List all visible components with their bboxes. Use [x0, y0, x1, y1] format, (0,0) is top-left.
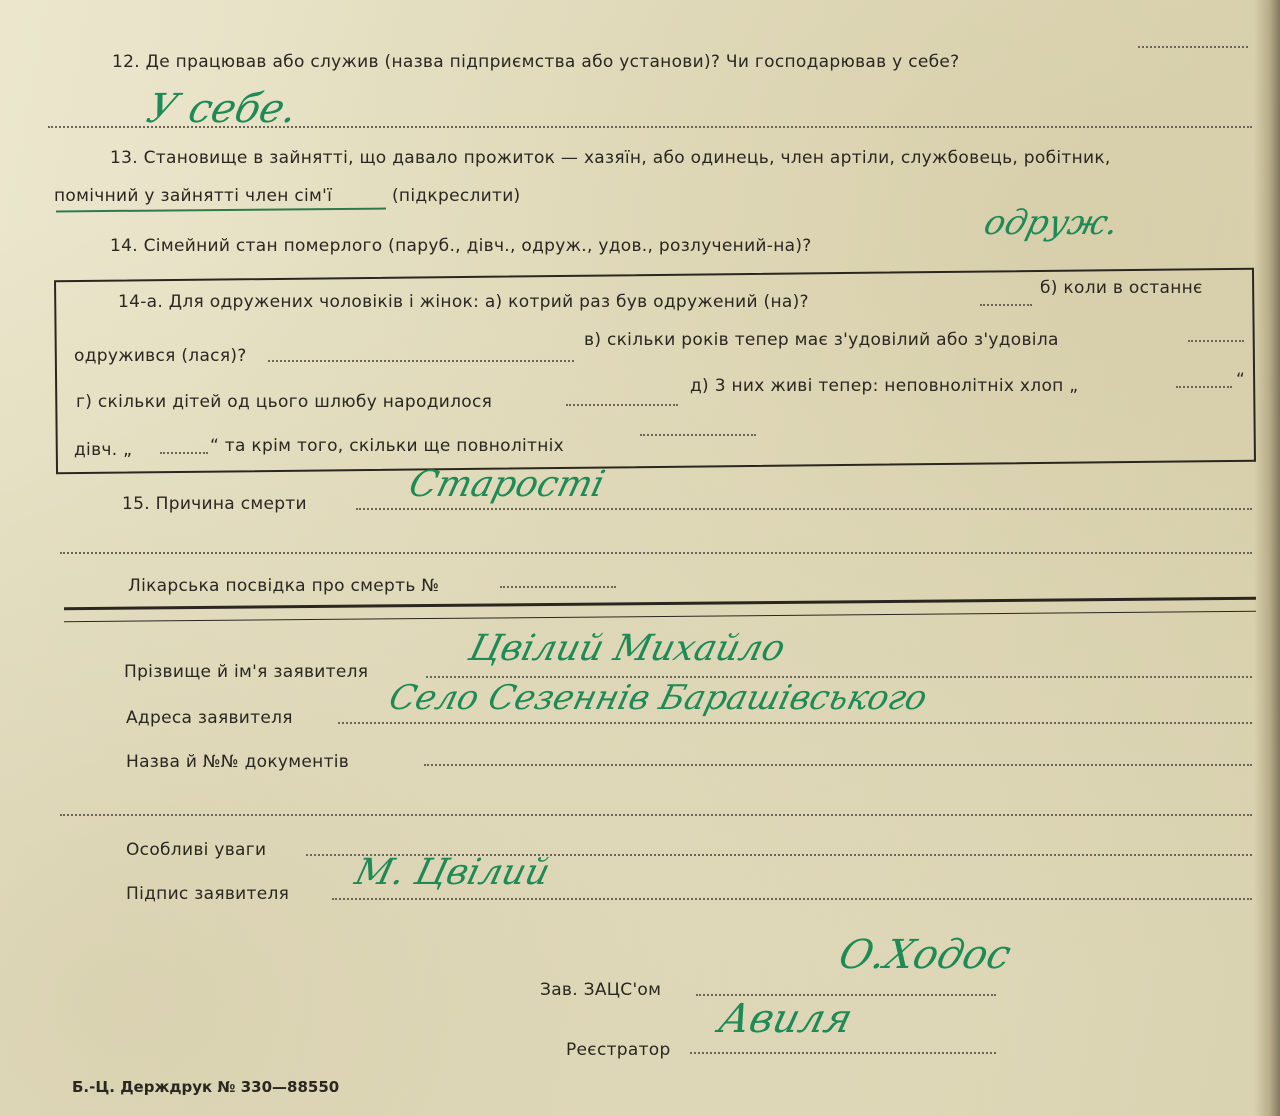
q14-label: 14. Сімейний стан померлого (паруб., дівч., одруж., удов., розлучений-на)?	[110, 236, 812, 256]
q14a-line3-b: д) 3 них живі тепер: неповнолітніх хлоп „	[690, 376, 1079, 396]
q14-handwritten-answer: одруж.	[980, 203, 1123, 243]
q12-dotted-line	[1138, 46, 1248, 48]
q14a-dots-g	[640, 434, 756, 436]
q13-label: 13. Становище в зайнятті, що давало прожиток — хазяїн, або одинець, член артіли, службовець, робітник,	[110, 148, 1111, 168]
applicant-name-handwritten: Цвілий Михайло	[464, 628, 790, 669]
printer-imprint: Б.-Ц. Держдрук № 330—88550	[72, 1078, 340, 1096]
q14a-dots-d	[566, 404, 678, 406]
q14a-dots-c	[1188, 340, 1244, 342]
applicant-address-handwritten: Село Сезеннів Барашівського	[385, 678, 932, 718]
q15-label: 15. Причина смерти	[122, 494, 307, 514]
q14a-dots-e	[1176, 386, 1232, 388]
q15-answer-line	[356, 508, 1252, 510]
medical-certificate-label: Лікарська посвідка про смерть №	[128, 576, 440, 596]
registry-head-label: Зав. ЗАЦС'ом	[540, 980, 662, 1000]
registrar-signature: Авиля	[714, 996, 858, 1042]
applicant-name-label: Прізвище й ім'я заявителя	[124, 662, 369, 682]
applicant-signature-handwritten: М. Цвілий	[350, 852, 555, 893]
q14a-line4-b: “ та крім того, скільки ще повнолітніх	[210, 436, 565, 456]
q13-green-underline	[56, 208, 386, 213]
q12-handwritten-answer: У себе.	[142, 86, 303, 132]
applicant-documents-extra-line	[60, 814, 1252, 816]
special-notes-label: Особливі уваги	[126, 840, 267, 860]
registrar-label: Реєстратор	[566, 1040, 671, 1060]
q15-handwritten-answer: Старості	[404, 464, 609, 505]
separator-thick	[64, 597, 1256, 610]
q14a-dots-b	[268, 360, 574, 362]
q12-label: 12. Де працював або служив (назва підприємства або установи)? Чи господарював у себе?	[112, 52, 960, 72]
q14a-line3-end: “	[1236, 370, 1246, 390]
q13-instruction: (підкреслити)	[392, 186, 521, 206]
applicant-signature-line	[332, 898, 1252, 900]
applicant-address-line	[338, 722, 1252, 724]
registry-head-signature: О.Ходос	[834, 932, 1016, 978]
q14a-dots-f	[160, 452, 208, 454]
medical-certificate-line	[500, 586, 616, 588]
q14a-line4-a: дівч. „	[74, 440, 133, 460]
q15-extra-line	[60, 552, 1252, 554]
applicant-documents-line	[424, 764, 1252, 766]
registrar-line	[690, 1052, 996, 1054]
q12-answer-line	[48, 126, 1252, 128]
applicant-documents-label: Назва й №№ документів	[126, 752, 350, 772]
applicant-address-label: Адреса заявителя	[126, 708, 293, 728]
q14a-line3-a: г) скільки дітей од цього шлюбу народилося	[76, 392, 493, 412]
q14a-line2-b: в) скільки років тепер має з'удовілий або з'удовіла	[584, 330, 1059, 350]
q14a-line1-b: б) коли в останнє	[1040, 278, 1203, 298]
q13-underlined-option: помічний у зайнятті член сім'ї	[54, 186, 333, 206]
applicant-signature-label: Підпис заявителя	[126, 884, 290, 904]
q14a-dots-a	[980, 304, 1032, 306]
q14a-line2-a: одружився (лася)?	[74, 346, 247, 366]
separator-thin	[64, 611, 1256, 622]
q14a-line1: 14-а. Для одружених чоловіків і жінок: а) котрий раз був одружений (на)?	[118, 292, 809, 312]
page-edge-shadow	[1254, 0, 1280, 1116]
